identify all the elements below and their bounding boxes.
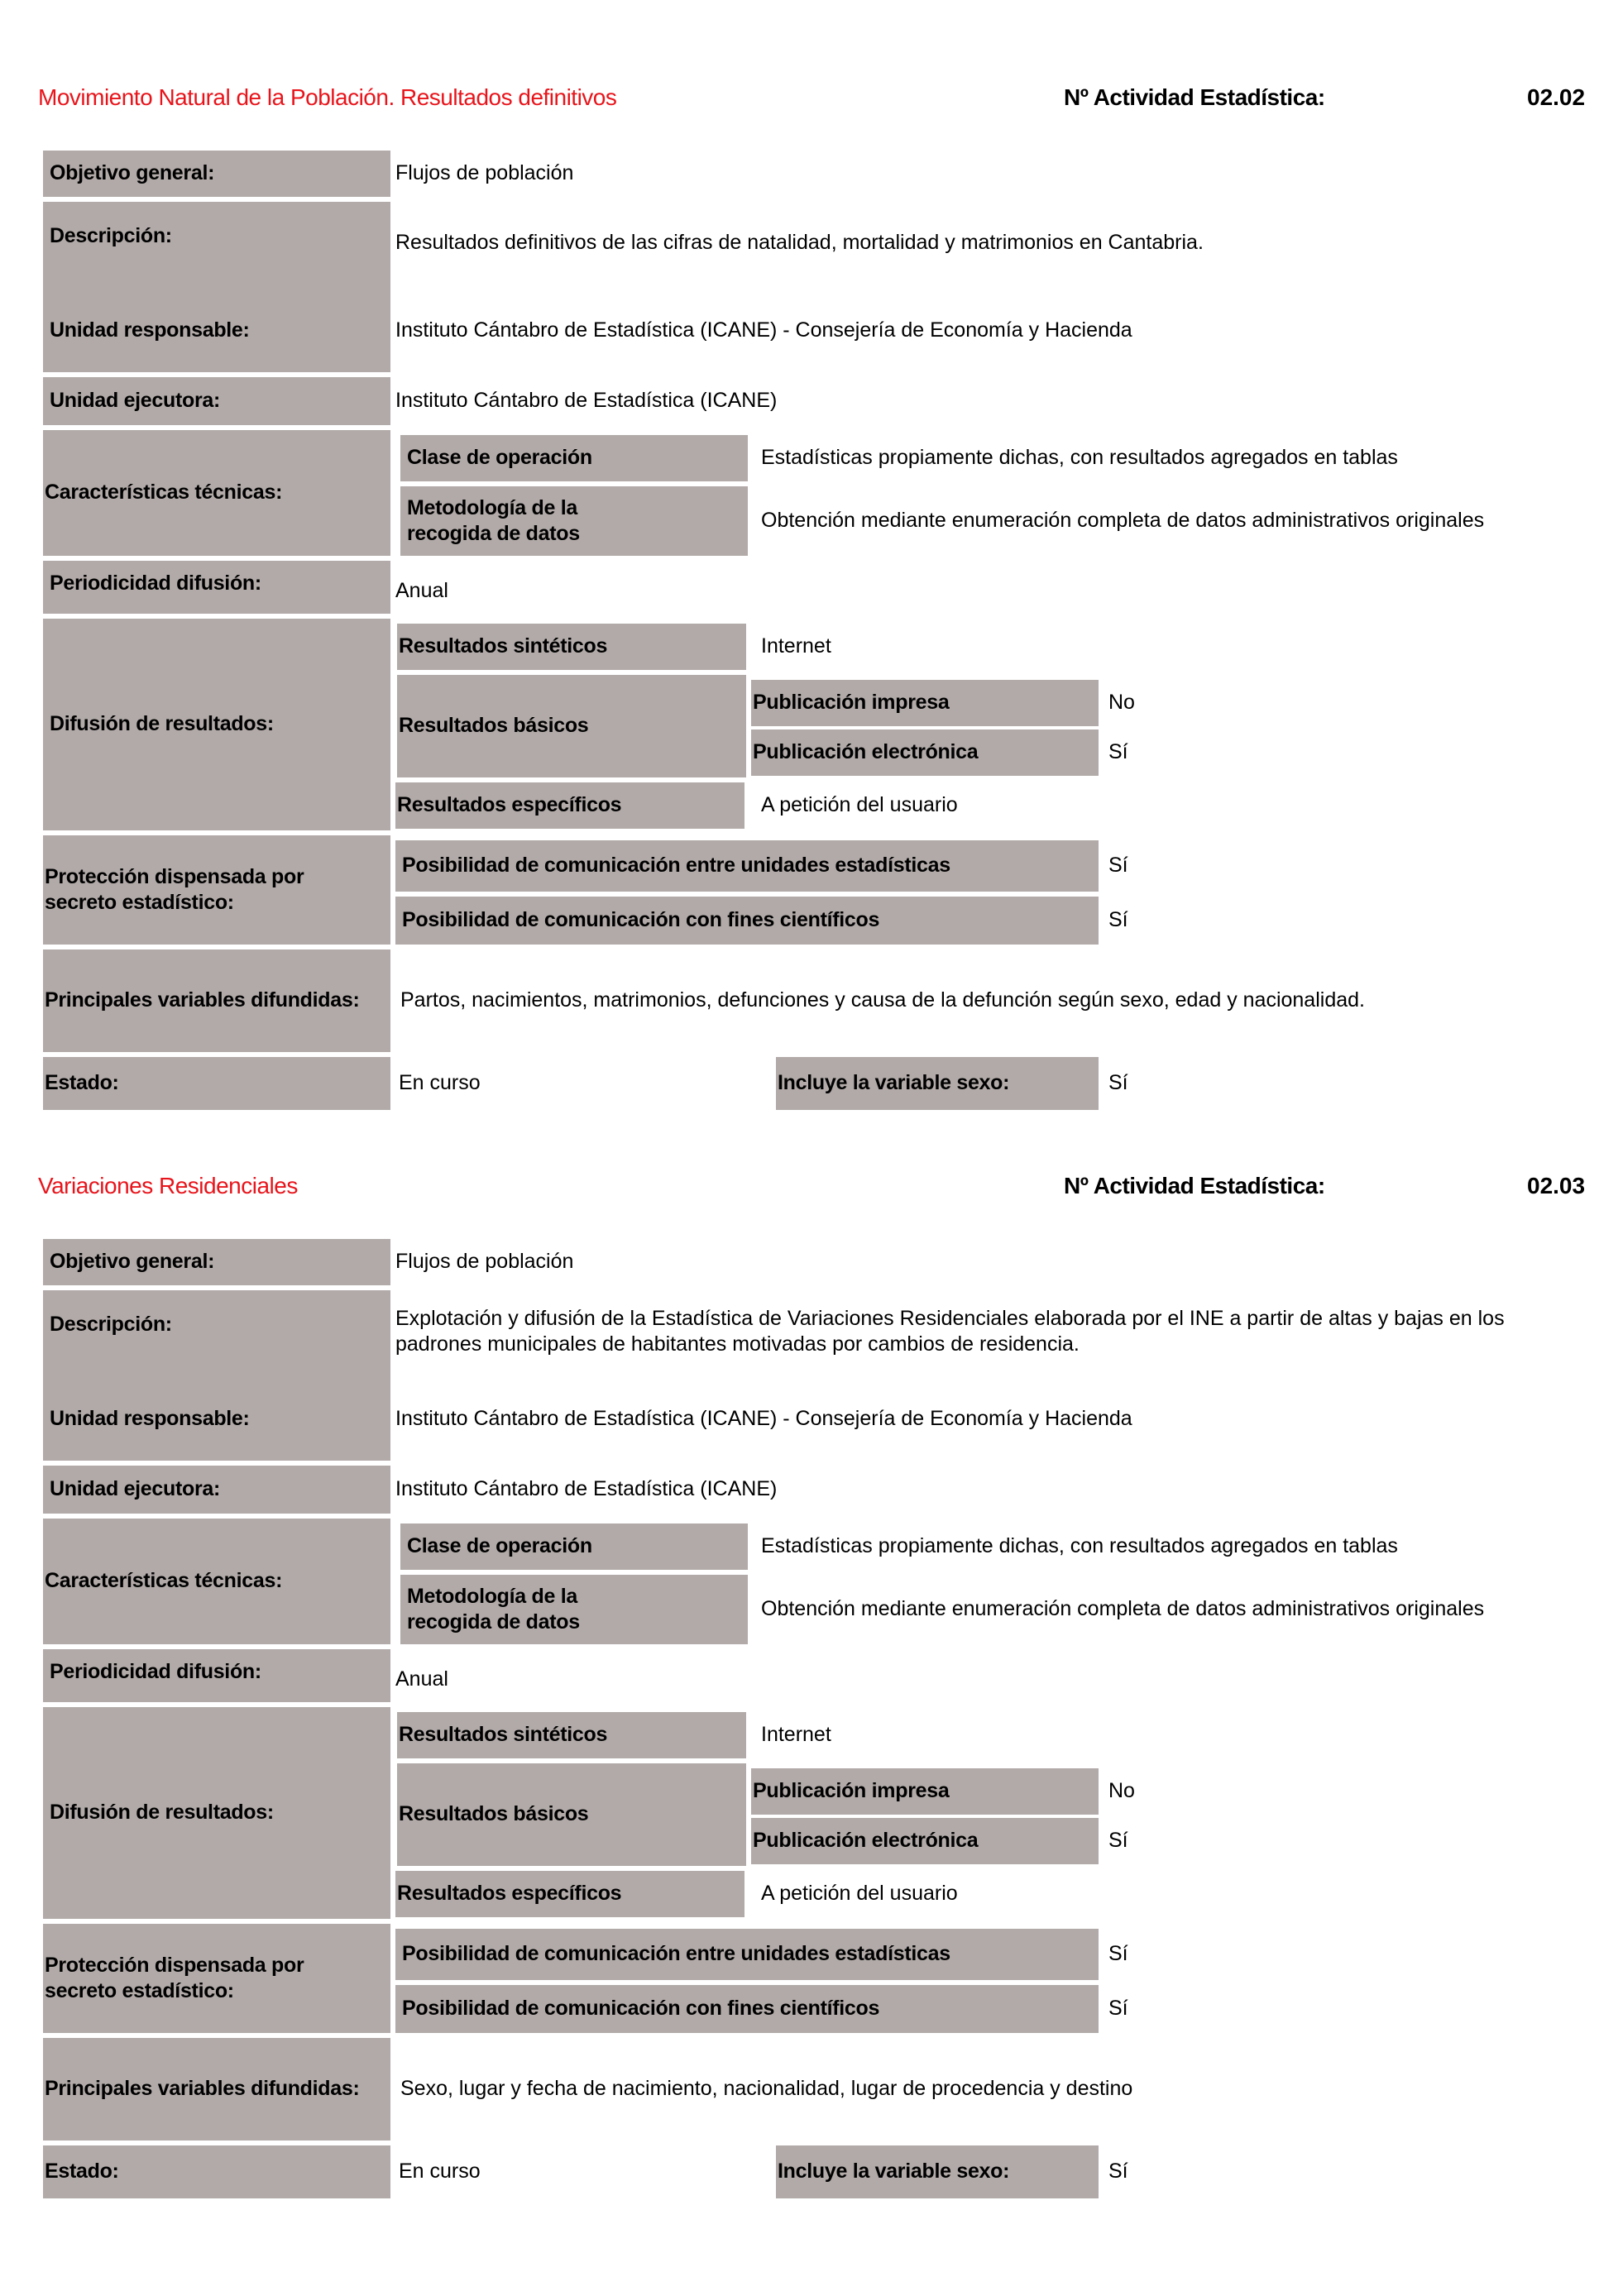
- value-metodologia: Obtención mediante enumeración completa de datos administrativos originales: [761, 509, 1485, 533]
- section-title: Movimiento Natural de la Población. Resultados definitivos: [38, 84, 617, 110]
- value-publicacion-impresa: No: [1108, 691, 1135, 715]
- label-publicacion-impresa: Publicación impresa: [751, 1768, 1099, 1815]
- value-estado: En curso: [399, 2160, 481, 2184]
- value-publicacion-electronica: Sí: [1108, 740, 1128, 764]
- label-resultados-especificos: Resultados específicos: [395, 1871, 744, 1917]
- value-objetivo-general: Flujos de población: [395, 1250, 574, 1274]
- label-publicacion-electronica: Publicación electrónica: [751, 729, 1099, 776]
- label-estado: Estado:: [43, 1057, 390, 1110]
- label-resultados-sinteticos: Resultados sintéticos: [397, 1712, 746, 1758]
- label-objetivo-general: Objetivo general:: [43, 151, 390, 197]
- label-unidad-ejecutora: Unidad ejecutora:: [43, 1466, 390, 1514]
- label-resultados-basicos: Resultados básicos: [397, 675, 746, 777]
- label-difusion-resultados: Difusión de resultados:: [43, 1707, 390, 1919]
- label-unidad-responsable: Unidad responsable:: [50, 1407, 250, 1431]
- label-incluye-sexo: Incluye la variable sexo:: [776, 1057, 1099, 1110]
- label-incluye-sexo: Incluye la variable sexo:: [776, 2145, 1099, 2198]
- value-clase-operacion: Estadísticas propiamente dichas, con resultados agregados en tablas: [761, 1534, 1398, 1558]
- label-proteccion-secreto: Protección dispensada por secreto estadístico:: [43, 1924, 390, 2033]
- value-posibilidad-cientificos: Sí: [1108, 908, 1128, 932]
- label-posibilidad-cientificos: Posibilidad de comunicación con fines científicos: [395, 1985, 1099, 2033]
- label-periodicidad-difusion: Periodicidad difusión:: [43, 561, 390, 614]
- value-publicacion-electronica: Sí: [1108, 1829, 1128, 1853]
- label-difusion-resultados: Difusión de resultados:: [43, 619, 390, 830]
- value-principales-variables: Partos, nacimientos, matrimonios, defunciones y causa de la defunción según sexo, edad y nacionalidad.: [400, 988, 1365, 1012]
- label-objetivo-general: Objetivo general:: [43, 1239, 390, 1285]
- value-resultados-sinteticos: Internet: [761, 1723, 831, 1747]
- label-principales-variables: Principales variables difundidas:: [43, 949, 390, 1052]
- label-metodologia: Metodología de la recogida de datos: [400, 1575, 748, 1644]
- value-posibilidad-unidades: Sí: [1108, 1942, 1128, 1966]
- label-resultados-especificos: Resultados específicos: [395, 782, 744, 829]
- activity-number-label: Nº Actividad Estadística:: [1064, 1173, 1325, 1198]
- value-resultados-especificos: A petición del usuario: [761, 793, 958, 817]
- value-unidad-responsable: Instituto Cántabro de Estadística (ICANE) - Consejería de Economía y Hacienda: [395, 318, 1132, 342]
- label-clase-operacion: Clase de operación: [400, 435, 748, 481]
- label-publicacion-electronica: Publicación electrónica: [751, 1818, 1099, 1864]
- label-posibilidad-unidades: Posibilidad de comunicación entre unidades estadísticas: [395, 1929, 1099, 1980]
- value-metodologia: Obtención mediante enumeración completa de datos administrativos originales: [761, 1597, 1485, 1621]
- value-incluye-sexo: Sí: [1108, 1071, 1128, 1095]
- value-clase-operacion: Estadísticas propiamente dichas, con resultados agregados en tablas: [761, 446, 1398, 470]
- value-resultados-sinteticos: Internet: [761, 634, 831, 658]
- activity-number: 02.02: [1527, 84, 1586, 110]
- value-resultados-especificos: A petición del usuario: [761, 1882, 958, 1906]
- value-unidad-ejecutora: Instituto Cántabro de Estadística (ICANE): [395, 389, 778, 413]
- value-descripcion: Resultados definitivos de las cifras de natalidad, mortalidad y matrimonios en Cantabria.: [395, 231, 1204, 255]
- value-posibilidad-unidades: Sí: [1108, 854, 1128, 878]
- label-caracteristicas-tecnicas: Características técnicas:: [43, 430, 390, 556]
- label-principales-variables: Principales variables difundidas:: [43, 2038, 390, 2141]
- label-posibilidad-cientificos: Posibilidad de comunicación con fines científicos: [395, 897, 1099, 945]
- value-incluye-sexo: Sí: [1108, 2160, 1128, 2184]
- value-periodicidad-difusion: Anual: [395, 579, 448, 603]
- value-objetivo-general: Flujos de población: [395, 161, 574, 185]
- label-proteccion-secreto: Protección dispensada por secreto estadístico:: [43, 835, 390, 945]
- label-periodicidad-difusion: Periodicidad difusión:: [43, 1649, 390, 1702]
- value-unidad-responsable: Instituto Cántabro de Estadística (ICANE) - Consejería de Economía y Hacienda: [395, 1407, 1132, 1431]
- label-metodologia: Metodología de la recogida de datos: [400, 486, 748, 556]
- activity-number: 02.03: [1527, 1173, 1586, 1198]
- value-publicacion-impresa: No: [1108, 1779, 1135, 1803]
- value-descripcion: Explotación y difusión de la Estadística de Variaciones Residenciales elaborada por el INE a partir de altas y bajas en los padrones municipales de habitantes motivadas por cambios de residencia.: [395, 1306, 1505, 1356]
- value-estado: En curso: [399, 1071, 481, 1095]
- label-clase-operacion: Clase de operación: [400, 1523, 748, 1570]
- label-publicacion-impresa: Publicación impresa: [751, 680, 1099, 726]
- label-caracteristicas-tecnicas: Características técnicas:: [43, 1519, 390, 1644]
- label-unidad-ejecutora: Unidad ejecutora:: [43, 377, 390, 425]
- value-unidad-ejecutora: Instituto Cántabro de Estadística (ICANE): [395, 1477, 778, 1501]
- label-descripcion: Descripción:: [43, 1290, 390, 1461]
- label-unidad-responsable: Unidad responsable:: [50, 318, 250, 342]
- label-resultados-sinteticos: Resultados sintéticos: [397, 624, 746, 670]
- section-title: Variaciones Residenciales: [38, 1173, 298, 1198]
- label-estado: Estado:: [43, 2145, 390, 2198]
- label-posibilidad-unidades: Posibilidad de comunicación entre unidades estadísticas: [395, 840, 1099, 892]
- label-resultados-basicos: Resultados básicos: [397, 1763, 746, 1866]
- value-posibilidad-cientificos: Sí: [1108, 1997, 1128, 2021]
- activity-number-label: Nº Actividad Estadística:: [1064, 84, 1325, 110]
- label-descripcion: Descripción:: [43, 202, 390, 372]
- value-periodicidad-difusion: Anual: [395, 1667, 448, 1691]
- value-principales-variables: Sexo, lugar y fecha de nacimiento, nacionalidad, lugar de procedencia y destino: [400, 2077, 1133, 2101]
